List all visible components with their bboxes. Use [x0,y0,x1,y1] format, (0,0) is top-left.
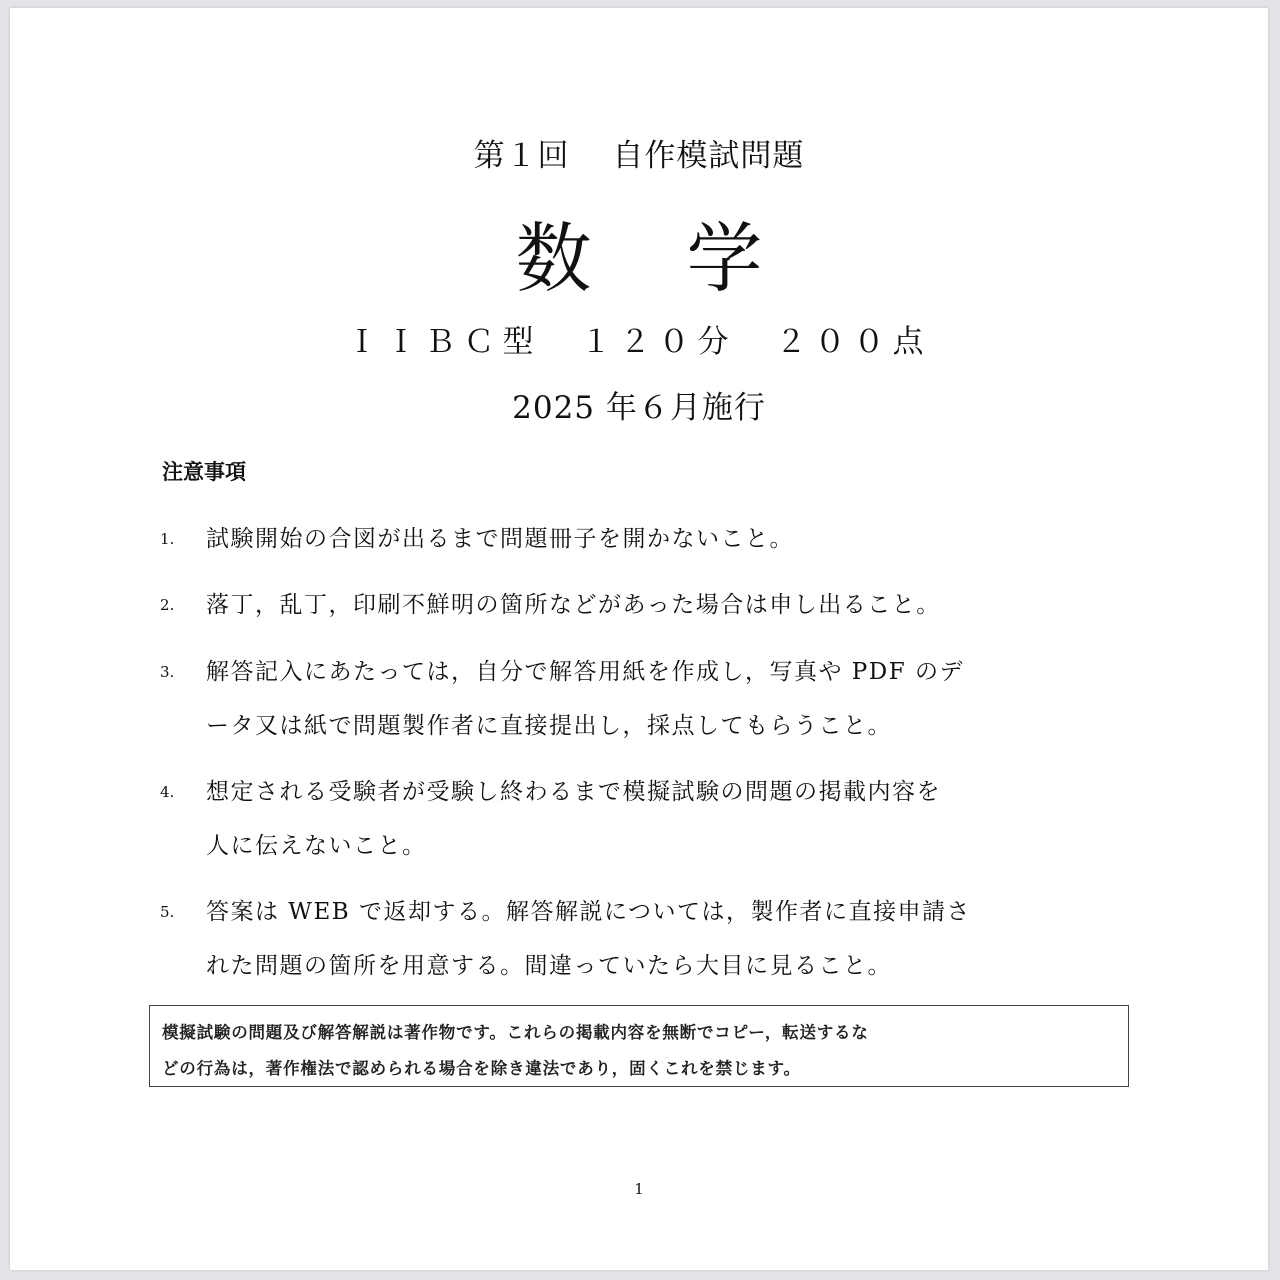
note-text: 試験開始の合図が出るまで問題冊子を開かないこと。 [206,526,794,552]
page-number: 1 [634,1180,644,1198]
exam-type-line: ＩＩＢＣ型 １２０分 ２００点 [346,324,932,360]
subject-title-part1: 数 [515,214,592,303]
notes-heading: 注意事項 [162,460,246,484]
note-number: 2. [160,596,175,614]
note-item-2 [160,586,941,619]
note-item-4-continuation: 人に伝えないこと。 [206,833,427,859]
note-item-3 [160,653,964,686]
note-text: 答案は WEB で返却する。解答解説については，製作者に直接申請さ [206,899,971,925]
note-item-5-continuation: れた問題の箇所を用意する。間違っていたら大目に見ること。 [206,953,892,979]
round-title: 第１回 自作模試問題 [473,138,805,174]
note-item-4 [160,773,941,806]
note-item-1 [160,520,794,553]
note-number: 4. [160,783,175,801]
note-number: 3. [160,663,175,681]
copyright-notice-box [149,1005,1129,1087]
subject-title-part2: 学 [686,214,763,303]
note-item-3-continuation: ータ又は紙で問題製作者に直接提出し，採点してもらうこと。 [206,713,892,739]
subject-title [10,198,1268,307]
note-text: 想定される受験者が受験し終わるまで模擬試験の問題の掲載内容を [206,779,941,805]
note-number: 5. [160,903,175,921]
note-text: 解答記入にあたっては，自分で解答用紙を作成し，写真や PDF のデ [206,659,964,685]
note-item-5 [160,893,971,926]
copyright-line-2: どの行為は，著作権法で認められる場合を除き違法であり，固くこれを禁じます。 [162,1059,801,1078]
note-number: 1. [160,530,175,548]
exam-date: 2025 年６月施行 [512,390,766,426]
document-page [10,8,1268,1270]
copyright-line-1: 模擬試験の問題及び解答解説は著作物です。これらの掲載内容を無断でコピー，転送するな [162,1023,869,1042]
note-text: 落丁，乱丁，印刷不鮮明の箇所などがあった場合は申し出ること。 [206,592,941,618]
